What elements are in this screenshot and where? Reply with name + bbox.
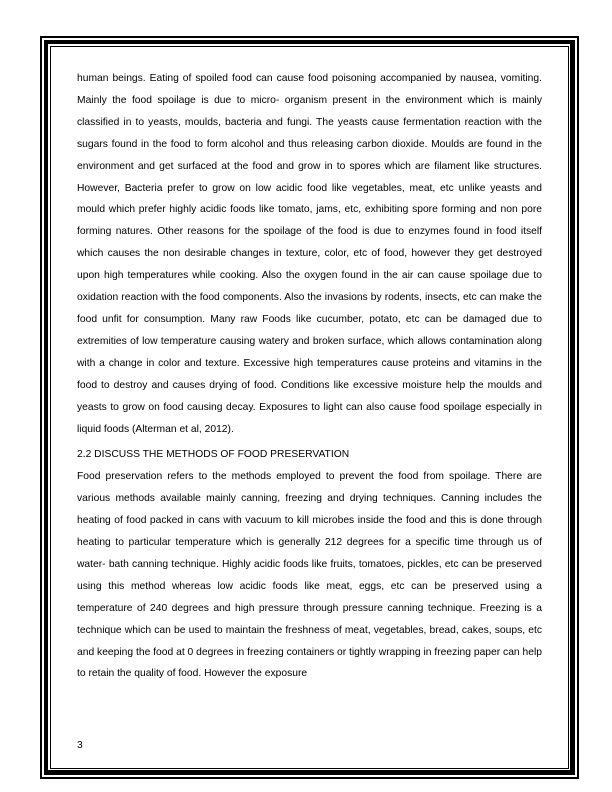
document-body [77,68,542,685]
section-heading: 2.2 DISCUSS THE METHODS OF FOOD PRESERVATION [77,449,350,461]
body-paragraph: human beings. Eating of spoiled food can cause food poisoning accompanied by nausea, vomiting. Mainly the food spoilage is due to micro- organism present in the environment which is mainly classified in to yeasts, moulds, bacteria and fungi. The yeasts cause fermentation reaction with the sugars found in the food to form alcohol and thus releasing carbon dioxide. Moulds are found in the environment and get surfaced at the food and grow in to spores which are filament like structures. However, Bacteria prefer to grow on low acidic food like vegetables, meat, etc unlike yeasts and mould which prefer highly acidic foods like tomato, jams, etc, exhibiting spore forming and non pore forming natures. Other reasons for the spoilage of the food is due to enzymes found in food itself which causes the non desirable changes in texture, color, etc of food, however they get destroyed upon high temperatures while cooking. Also the oxygen found in the air can cause spoilage due to oxidation reaction with the food components. Also the invasions by rodents, insects, etc can make the food unfit for consumption. Many raw Foods like cucumber, potato, etc can be damaged due to extremities of low temperature causing watery and broken surface, which allows contamination along with a change in color and texture. Excessive high temperatures cause proteins and vitamins in the food to destroy and causes drying of food. Conditions like excessive moisture help the moulds and yeasts to grow on food causing decay. Exposures to light can also cause food spoilage especially in liquid foods (Alterman et al, 2012). [77,73,542,435]
body-paragraph: Food preservation refers to the methods employed to prevent the food from spoilage. There are various methods available mainly canning, freezing and drying techniques. Canning includes the heating of food packed in cans with vacuum to kill microbes inside the food and this is done through heating to particular temperature which is generally 212 degrees for a specific time through us of water- bath canning technique. Highly acidic foods like fruits, tomatoes, pickles, etc can be preserved using this method whereas low acidic foods like meat, eggs, etc can be preserved using a temperature of 240 degrees and high pressure through pressure canning technique. Freezing is a technique which can be used to maintain the freshness of meat, vegetables, bread, cakes, soups, etc and keeping the food at 0 degrees in freezing containers or tightly wrapping in freezing paper can help to retain the quality of food. However the exposure [77,471,542,680]
page-number: 3 [77,740,83,751]
